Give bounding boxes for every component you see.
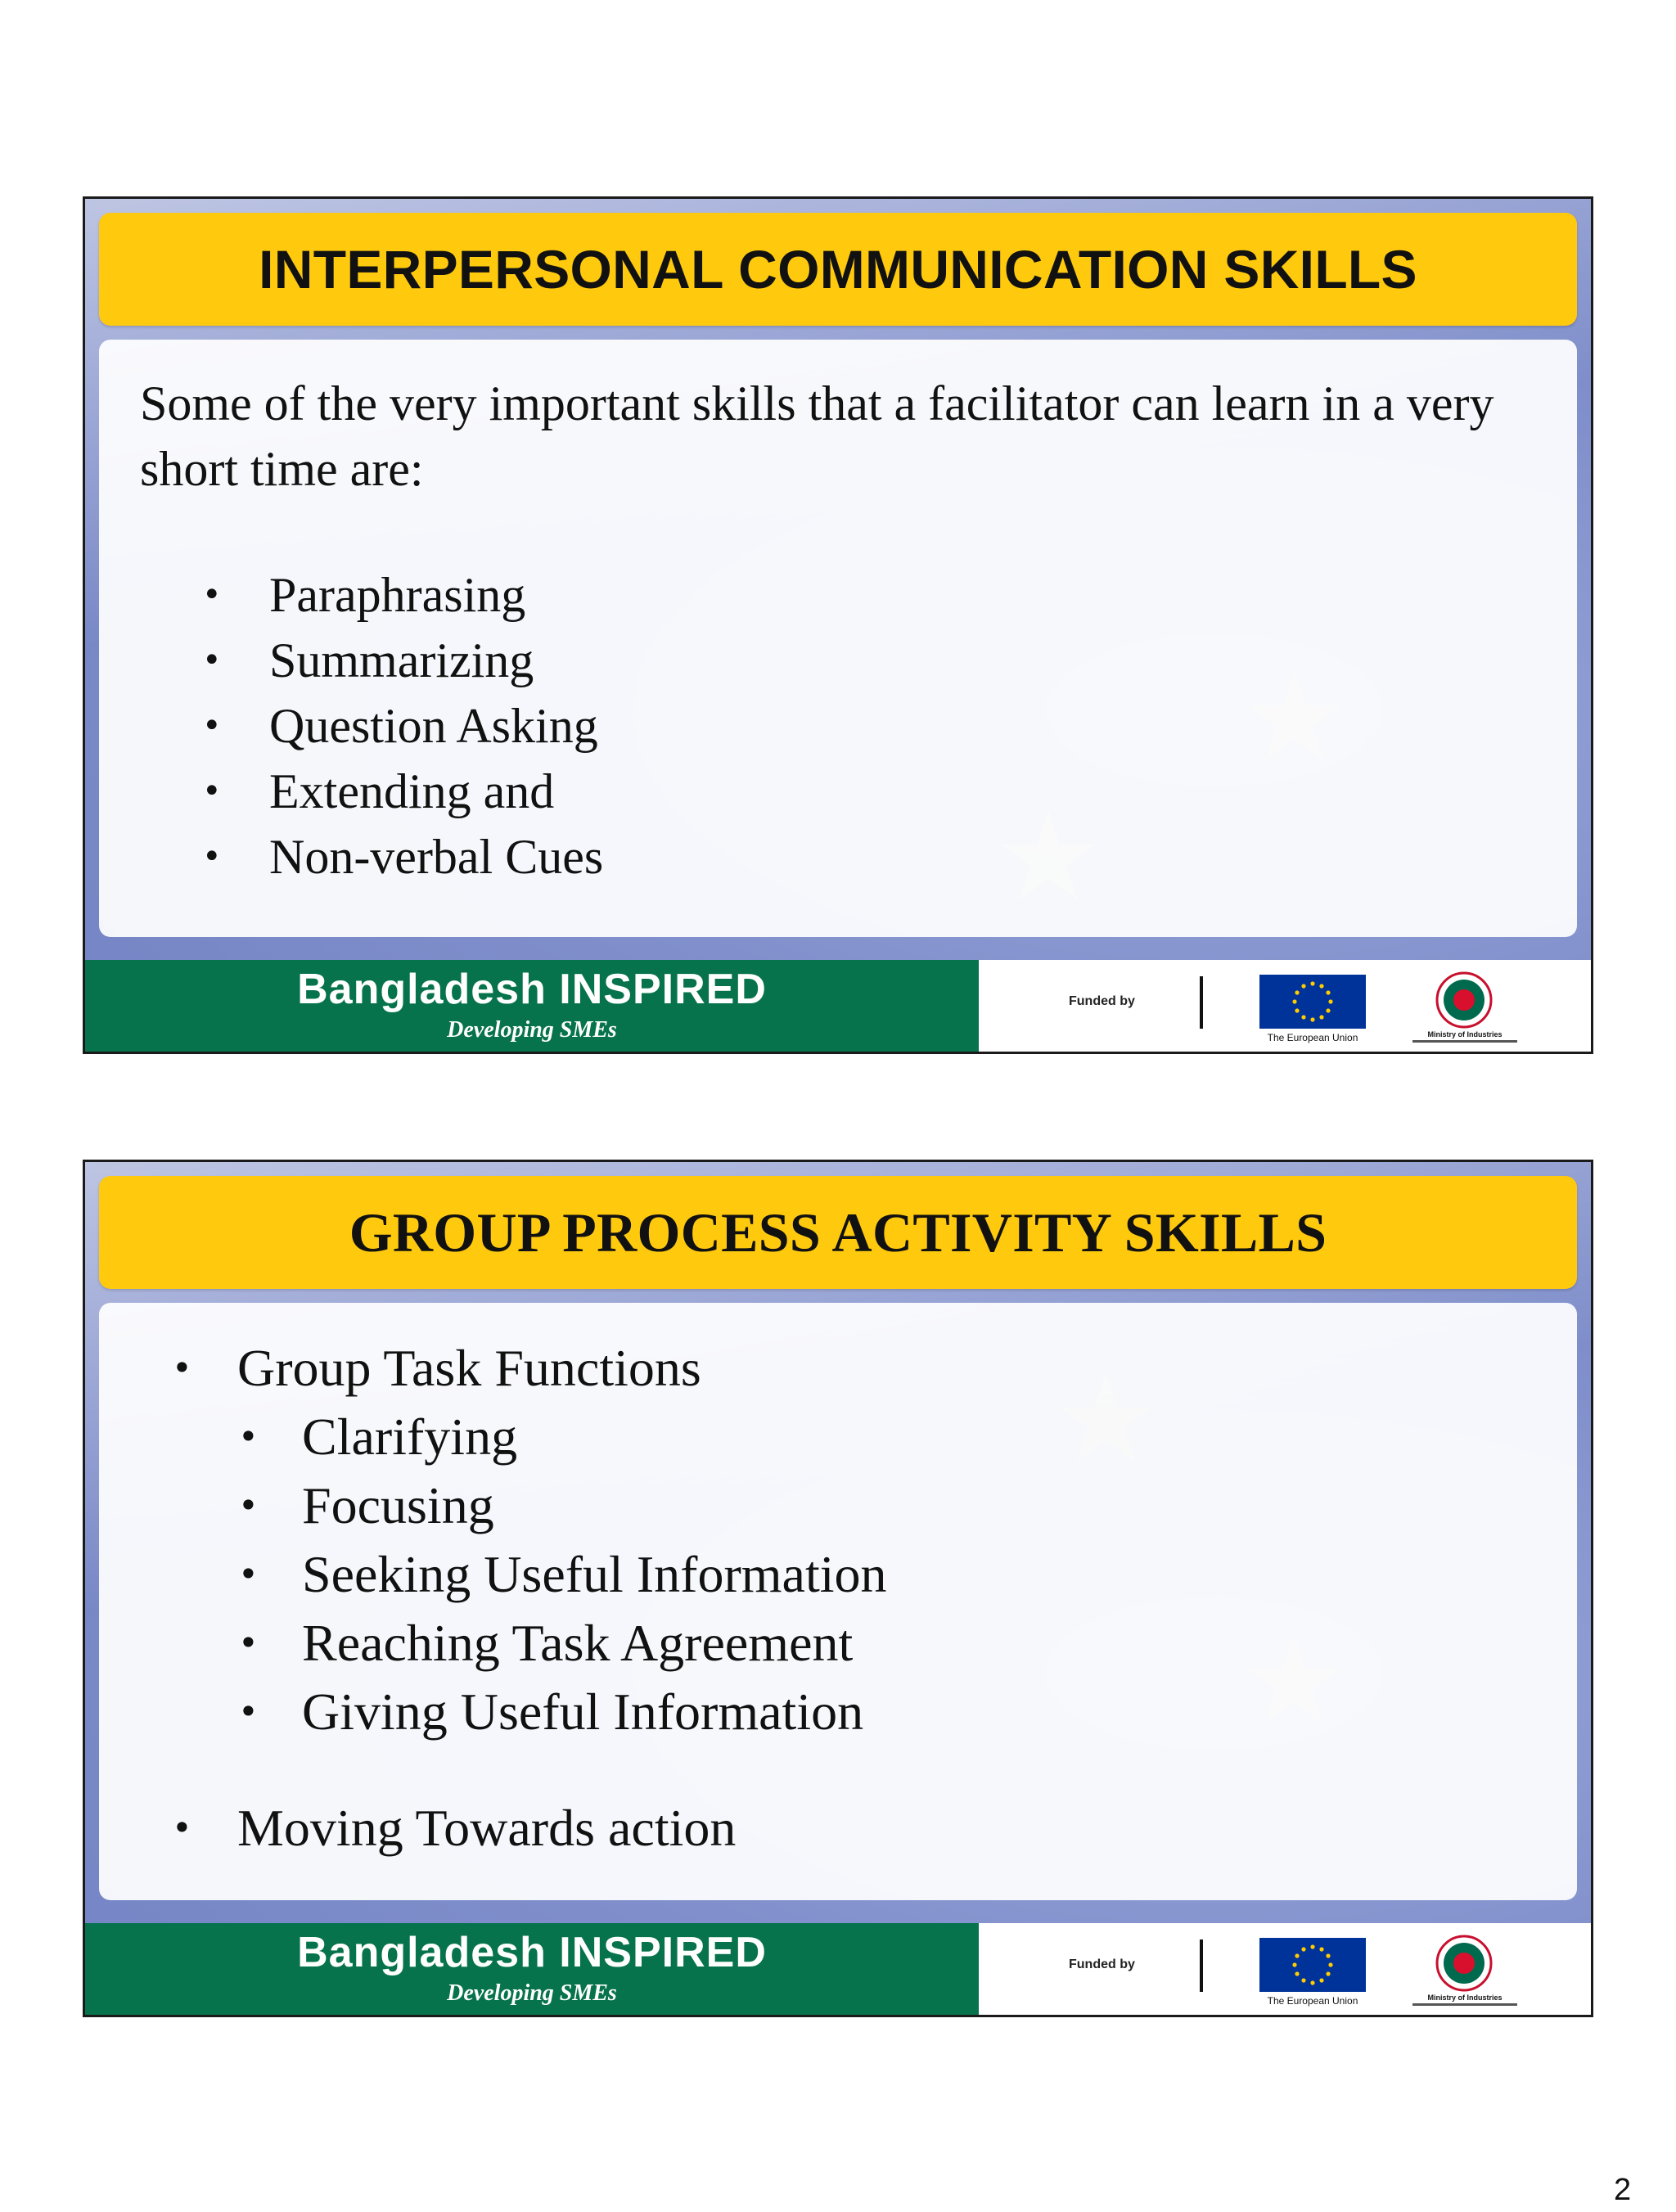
ministry-seal-icon	[1435, 971, 1493, 1029]
bullet-dot: •	[202, 642, 222, 679]
brand-tagline: Developing SMEs	[447, 1017, 617, 1043]
list-item: • Reaching Task Agreement	[302, 1609, 887, 1678]
sub-list	[238, 1403, 887, 1746]
divider	[1200, 976, 1203, 1029]
slide-footer	[85, 1923, 1591, 2015]
bullet-dot: •	[238, 1485, 259, 1525]
brand-name: Bangladesh INSPIRED	[297, 1929, 767, 1976]
slide-group-process	[83, 1160, 1593, 2017]
funded-by-label: Funded by	[1069, 1957, 1135, 1971]
ministry-sublabel	[1412, 1040, 1517, 1043]
list-item: • Paraphrasing	[269, 562, 603, 628]
brand-name: Bangladesh INSPIRED	[297, 966, 767, 1013]
bullet-dot: •	[172, 1808, 192, 1848]
bullet-dot: •	[202, 773, 222, 810]
bullet-dot: •	[238, 1692, 259, 1732]
bullet-dot: •	[238, 1417, 259, 1457]
eu-label: The European Union	[1267, 1032, 1358, 1043]
eu-flag-icon	[1259, 975, 1366, 1029]
slide-title: GROUP PROCESS ACTIVITY SKILLS	[349, 1201, 1327, 1264]
list-item: • Giving Useful Information	[302, 1678, 887, 1746]
bullet-dot: •	[202, 707, 222, 745]
bottom-list	[172, 1794, 737, 1863]
divider	[1200, 1939, 1203, 1992]
top-list	[172, 1334, 701, 1403]
bullet-dot: •	[238, 1554, 259, 1594]
list-item: • Extending and	[269, 759, 603, 824]
sponsor-panel	[979, 960, 1591, 1052]
eu-flag-icon	[1259, 1938, 1366, 1992]
list-item: • Non-verbal Cues	[269, 824, 603, 890]
list-item: • Seeking Useful Information	[302, 1540, 887, 1609]
list-item: • Question Asking	[269, 693, 603, 759]
slide-content-panel	[99, 1303, 1577, 1900]
slide-title-bar	[99, 1176, 1577, 1289]
bullet-dot: •	[202, 576, 222, 614]
ministry-seal-icon	[1435, 1935, 1493, 1992]
list-item: • Focusing	[302, 1471, 887, 1540]
intro-text: Some of the very important skills that a facilitator can learn in a very short time are:	[140, 376, 1494, 496]
brand-panel	[85, 1923, 979, 2015]
slide-footer	[85, 960, 1591, 1052]
bullet-dot: •	[172, 1348, 192, 1388]
funded-by-label: Funded by	[1069, 994, 1135, 1008]
eu-label: The European Union	[1267, 1995, 1358, 2007]
ministry-sublabel	[1412, 2003, 1517, 2006]
slide-content-panel	[99, 340, 1577, 937]
ministry-label: Ministry of Industries	[1427, 1994, 1503, 2002]
slide-title: INTERPERSONAL COMMUNICATION SKILLS	[259, 239, 1417, 300]
sponsor-panel	[979, 1923, 1591, 2015]
page-number: 2	[1614, 2173, 1632, 2207]
list-item: • Summarizing	[269, 628, 603, 693]
slide-interpersonal-communication	[83, 196, 1593, 1054]
slide-title-bar	[99, 213, 1577, 326]
brand-tagline: Developing SMEs	[447, 1980, 617, 2006]
ministry-label: Ministry of Industries	[1427, 1030, 1503, 1038]
bullet-dot: •	[202, 838, 222, 876]
list-item: • Group Task Functions	[237, 1334, 701, 1403]
list-item: • Moving Towards action	[237, 1794, 736, 1863]
skills-list	[202, 562, 604, 890]
brand-panel	[85, 960, 979, 1052]
bullet-dot: •	[238, 1623, 259, 1663]
list-item: • Clarifying	[302, 1403, 887, 1471]
